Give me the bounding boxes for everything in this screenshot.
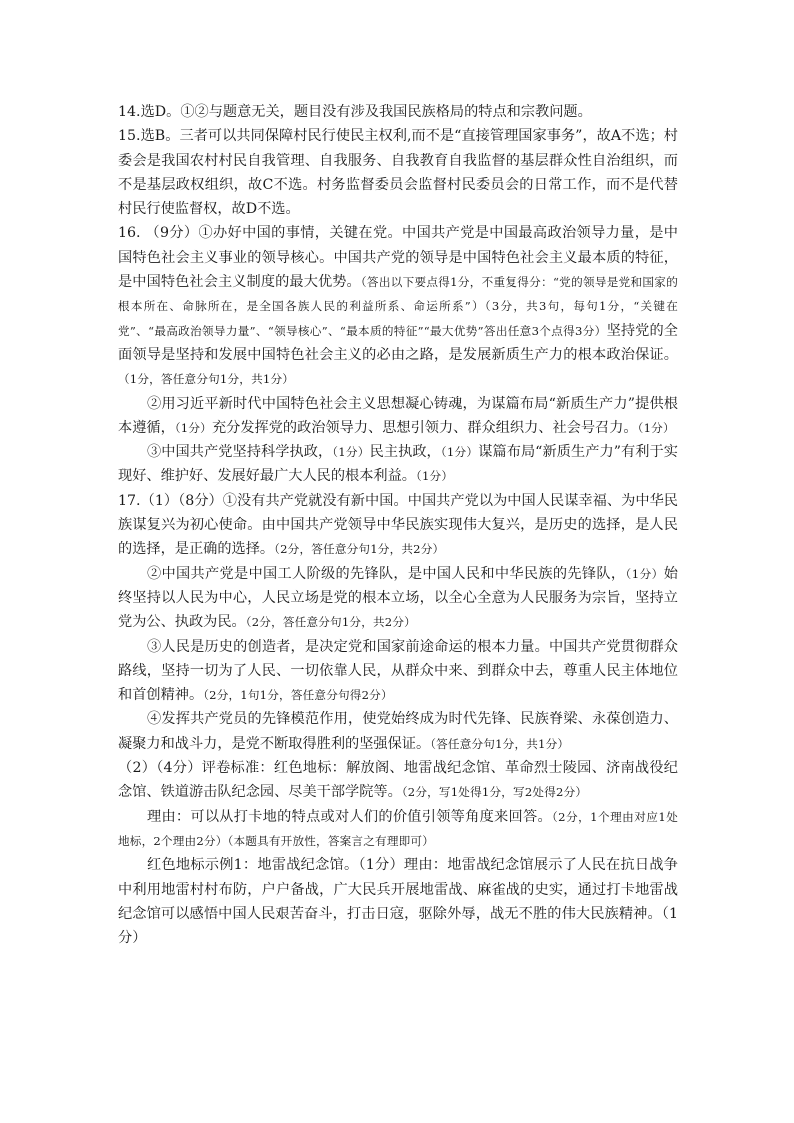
q16-point3-score-3: （1分）	[415, 469, 454, 484]
q16-point2-score-2: （1分）	[637, 420, 675, 435]
answer-q17-example	[118, 853, 678, 950]
q16-point1-text: 16. （9分）①办好中国的事情，关键在党。中国共产党是中国最高政治领导力量，是中国特色社会主义事业的领导核心。中国共产党的领导是中国特色社会主义最本质的特征，是中国特色社会主义制度的最大优势。	[118, 225, 678, 291]
q17-reason-scoring-note: （2分，1个理由对应1处地标，2个理由2分）（本题具有开放性，答案言之有理即可）	[118, 809, 678, 848]
q16-point1-text-b: 坚持党的全面领导是坚持和发展中国特色社会主义的必由之路，是发展新质生产力的根本政治保证。	[118, 322, 678, 363]
q17-point3-scoring-note: （2分，1句1分，答任意分句得2分）	[203, 688, 393, 703]
q17-point1-scoring-note: （2分，答任意分句1分，共2分）	[274, 542, 445, 557]
q17-point2-score-1: （1分）	[625, 566, 664, 581]
answer-q14	[118, 100, 678, 124]
q16-point2-score-1: （1分）	[174, 420, 212, 435]
q16-point1-scoring-note-2: （1分，答任意分句1分，共1分）	[118, 372, 295, 387]
answer-page	[118, 100, 678, 950]
q17-reason-text: 理由：可以从打卡地的特点或对人们的价值引领等角度来回答。	[147, 808, 552, 825]
q16-point3-score-2: （1分）	[440, 445, 479, 460]
q16-point3-text-b: 民主执政，	[369, 444, 441, 461]
q17-example-text: 红色地标示例1：地雷战纪念馆。（1分）理由：地雷战纪念馆展示了人民在抗日战争中利用地雷村村布防，户户备战，广大民兵开展地雷战、麻雀战的史实，通过打卡地雷战纪念馆可以感悟中国人民艰苦奋斗，打击日寇，驱除外辱，战无不胜的伟大民族精神。（1分）	[118, 857, 678, 947]
q16-point2-text-b: 充分发挥党的政治领导力、思想引领力、群众组织力、社会号召力。	[211, 419, 638, 436]
q16-point3-text: ③中国共产党坚持科学执政，	[147, 444, 333, 461]
q17-point2-text-b: 始终坚持以人民为中心，人民立场是党的根本立场，以全心全意为人民服务为宗旨，坚持立党为公、执政为民。	[118, 565, 678, 631]
answer-q17-point4	[118, 707, 678, 756]
q17-point1-text: 17.（1）（8分）①没有共产党就没有新中国。中国共产党以为中国人民谋幸福、为中华民族谋复兴为初心使命。由中国共产党领导中华民族实现伟大复兴，是历史的选择，是人民的选择，是正确的选择。	[118, 492, 678, 558]
answer-q17-reason	[118, 805, 678, 854]
answer-q14-text: 14.选D。①②与题意无关，题目没有涉及我国民族格局的特点和宗教问题。	[118, 104, 592, 120]
q17-part2-scoring-note: （2分，写1处得1分，写2处得2分）	[401, 785, 588, 800]
answer-q16-point1	[118, 221, 678, 391]
q17-point3-text: ③人民是历史的创造者，是决定党和国家前途命运的根本力量。中国共产党贯彻群众路线，坚持一切为了人民、一切依靠人民，从群众中来、到群众中去，尊重人民主体地位和首创精神。	[118, 638, 678, 704]
answer-q16-point2	[118, 392, 678, 441]
q16-point2-text: ②用习近平新时代中国特色社会主义思想凝心铸魂，为谋篇布局“新质生产力”提供根本遵循，	[118, 395, 678, 436]
q16-point3-text-c: 谋篇布局“新质生产力”有利于实现好、维护好、发展好最广大人民的根本利益。	[118, 444, 678, 485]
answer-q16-point3	[118, 440, 678, 489]
answer-q17-point3	[118, 635, 678, 708]
q16-point3-score-1: （1分）	[332, 445, 370, 460]
answer-q17-part2	[118, 756, 678, 805]
q17-point2-scoring-note: （2分，答任意分句1分，共2分）	[245, 615, 416, 630]
answer-q17-point2	[118, 562, 678, 635]
q17-part2-text: （2）（4分）评卷标准：红色地标：解放阁、地雷战纪念馆、革命烈士陵园、济南战役纪念馆、铁道游击队纪念园、尽美干部学院等。	[118, 760, 678, 801]
answer-q15-text: 15.选B。三者可以共同保障村民行使民主权利,而不是“直接管理国家事务”，故A不选；村委会是我国农村村民自我管理、自我服务、自我教育自我监督的基层群众性自治组织，而不是基层政权组织，故C不选。村务监督委员会监督村民委员会的日常工作，而不是代替村民行使监督权，故D不选。	[118, 128, 678, 218]
q17-point4-scoring-note: （答任意分句1分，共1分）	[430, 736, 570, 751]
answer-q15	[118, 124, 678, 221]
q17-point2-text: ②中国共产党是中国工人阶级的先锋队，是中国人民和中华民族的先锋队，	[147, 565, 626, 582]
answer-q17-point1	[118, 489, 678, 562]
q16-point1-scoring-note: （答出以下要点得1分，不重复得分：“党的领导是党和国家的根本所在、命脉所在，是全国各族人民的利益所系、命运所系”）（3分，共3句，每句1分，“关键在党”、“最高政治领导力量”、“领导核心”、“最本质的特征”“最大优势”答出任意3个点得3分）	[118, 275, 678, 338]
q17-point4-text: ④发挥共产党员的先锋模范作用，使党始终成为时代先锋、民族脊梁、永葆创造力、凝聚力和战斗力，是党不断取得胜利的坚强保证。	[118, 711, 678, 752]
